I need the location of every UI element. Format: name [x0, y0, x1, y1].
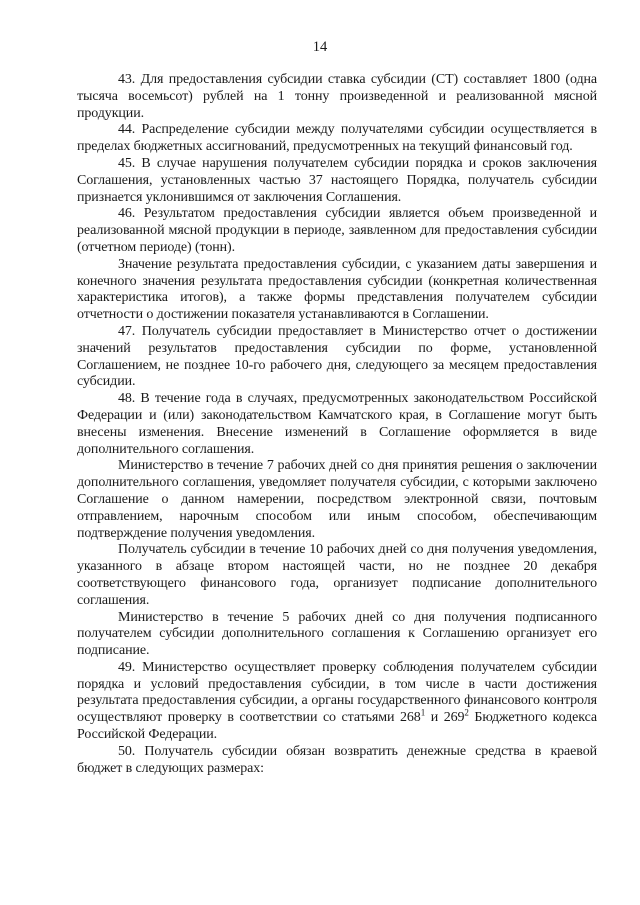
paragraph-48-recipient-signing: Получатель субсидии в течение 10 рабочих дней со дня получения уведомления, указанного в абзаце втором настоящей части, но не позднее 20 декабря соответствующего финансового года, организует подписание дополнительного соглашения. — [77, 542, 597, 608]
paragraph-49-text-middle: и 269 — [425, 710, 465, 726]
paragraph-46-value: Значение результата предоставления субсидии, с указанием даты завершения и конечного значения результата предоставления субсидии (конкретная количественная характеристика итогов), а также формы представления получателем субсидии отчетности о достижении показателя устанавливаются в Соглашении. — [77, 256, 597, 323]
paragraph-48-ministry-notice: Министерство в течение 7 рабочих дней со дня принятия решения о заключении дополнительного соглашения, уведомляет получателя субсидии, с которыми заключено Соглашение о данном намерении, посредством электронной связи, почтовым отправлением, нарочным способом или иным способом, обеспечивающим подтверждение получения уведомления. — [77, 458, 597, 541]
paragraph-46: 46. Результатом предоставления субсидии является объем произведенной и реализованной мясной продукции в периоде, заявленном для предоставления субсидии (отчетном периоде) (тонн). — [77, 206, 597, 255]
paragraph-49-text-start: 49. Министерство осуществляет проверку соблюдения получателем субсидии порядка и условий предоставления субсидии, в том числе в части достижения результата предоставления субсидии, а органы государственного финансового контроля осуществляют проверку в соответствии со статьями 268 — [77, 659, 597, 726]
paragraph-44: 44. Распределение субсидии между получателями субсидии осуществляется в пределах бюджетных ассигнований, предусмотренных на текущий финансовый год. — [77, 122, 597, 155]
paragraph-45: 45. В случае нарушения получателем субсидии порядка и сроков заключения Соглашения, установленных частью 37 настоящего Порядка, получатель субсидии признается уклонившимся от заключения Соглашения. — [77, 155, 597, 205]
paragraph-43: 43. Для предоставления субсидии ставка субсидии (СТ) составляет 1800 (одна тысяча восемьсот) рублей на 1 тонну произведенной и реализованной мясной продукции. — [77, 72, 597, 121]
superscript-1: 1 — [420, 707, 426, 718]
paragraph-49 — [77, 660, 597, 744]
paragraph-48-ministry-signing: Министерство в течение 5 рабочих дней со дня получения подписанного получателем субсидии дополнительного соглашения к Соглашению организует его подписание. — [77, 609, 597, 659]
paragraph-50: 50. Получатель субсидии обязан возвратить денежные средства в краевой бюджет в следующих размерах: — [77, 743, 597, 776]
paragraph-49-text-end: Бюджетного кодекса Российской Федерации. — [77, 710, 597, 743]
paragraph-48: 48. В течение года в случаях, предусмотренных законодательством Российской Федерации и (или) законодательством Камчатского края, в Соглашение могут быть внесены изменения. Внесение изменений в Соглашение оформляется в виде дополнительного соглашения. — [77, 391, 597, 457]
paragraph-47: 47. Получатель субсидии предоставляет в Министерство отчет о достижении значений результатов предоставления субсидии по форме, установленной Соглашением, не позднее 10-го рабочего дня, следующего за месяцем предоставления субсидии. — [77, 323, 597, 390]
superscript-2: 2 — [464, 707, 469, 718]
page-number: 14 — [312, 39, 328, 55]
document-body — [77, 72, 597, 777]
